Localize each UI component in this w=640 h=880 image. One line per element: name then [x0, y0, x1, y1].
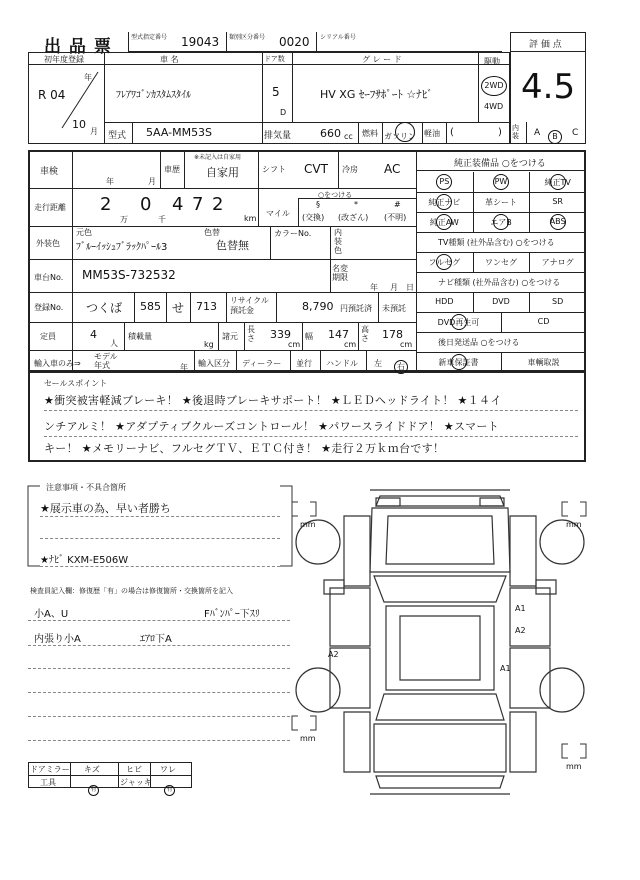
plate-label: 登録No.: [34, 303, 64, 312]
import-class-label: 輸入区分: [198, 359, 230, 368]
doors-label: ドア数: [264, 55, 285, 63]
equipment-circle-items3-2: [550, 214, 566, 230]
equipment-tv-title: TV種類 (社外品含む) ○をつける: [438, 238, 555, 247]
equipment-navi1-1: DVD: [492, 297, 510, 306]
inspection-label: 車検: [40, 167, 59, 177]
equipment-circle-items3-1: [493, 214, 509, 230]
equipment-items1-1: PW: [494, 177, 508, 186]
inspector-note-2b: ｴｱﾛ下A: [140, 634, 172, 645]
legend-r-0: 工具: [40, 778, 56, 787]
legend-r-1: 有: [88, 785, 99, 796]
month-unit: 月: [90, 127, 98, 136]
equipment-items3-1: エアB: [490, 218, 512, 227]
capacity-label: 定員: [40, 332, 56, 341]
legend-r-2: ジャッキ: [120, 778, 152, 787]
serial-box: [316, 32, 502, 52]
legend-h-1: キズ: [84, 765, 100, 774]
height-label: 高さ: [361, 325, 369, 343]
interior-a: A: [534, 128, 541, 138]
paren-close: ): [498, 127, 502, 138]
recycle-amount: 8,790: [302, 300, 334, 313]
note-line-2: ★ﾅﾋﾞ KXM-E506W: [40, 555, 129, 566]
color-label: 外装色: [36, 239, 60, 248]
year-unit: 年: [84, 73, 92, 82]
equipment-navi1-2: SD: [552, 297, 564, 306]
mileage-digit-4: 7: [192, 194, 204, 215]
recycle-unpaid: 未預託: [382, 304, 406, 313]
equipment-items1-0: PS: [439, 177, 450, 186]
exterior-color: ﾌﾞﾙｰｲｯｼｭﾌﾞﾗｯｸﾊﾟｰﾙ3: [76, 242, 168, 253]
shift-label: シフト: [262, 165, 286, 174]
equipment-later-title: 後日発送品 ○をつける: [438, 338, 520, 347]
color-no-label: カラーNo.: [274, 229, 312, 238]
notes-label: 注意事項・不具合箇所: [46, 483, 126, 492]
model-code: 5AA-MM53S: [146, 126, 213, 139]
mm-front-left: mm: [300, 520, 316, 529]
paren-open: (: [450, 127, 454, 138]
interior-b: B: [548, 130, 562, 144]
class-number: 0020: [279, 35, 310, 49]
fuel-gas: ガソリン: [384, 132, 416, 141]
inspector-note-1a: 小A、U: [34, 609, 69, 620]
inspector-note-1b: Fﾊﾞﾝﾊﾟｰ下ｽﾘ: [204, 609, 260, 620]
mileage-sen: 千: [158, 215, 166, 224]
modified-mark: *: [354, 200, 358, 209]
door-suffix: D: [280, 108, 287, 117]
damage-mark-1: A1: [515, 604, 526, 613]
plate-number: 713: [196, 300, 217, 313]
legend-r-3: 有: [164, 785, 175, 796]
load-label: 積載量: [128, 332, 152, 341]
miles-label: マイル: [266, 209, 290, 218]
history: 自家用: [206, 166, 239, 179]
legend-tool-circle: [88, 776, 99, 796]
length-label: 長さ: [247, 325, 255, 343]
legend-h-0: ドアミラー: [30, 765, 70, 774]
equipment-items2-1: 革シート: [484, 198, 517, 207]
mm-front-right: mm: [566, 520, 582, 529]
ac: AC: [384, 162, 401, 176]
interior-label: 内装: [512, 124, 519, 140]
model-label: 型式: [108, 131, 127, 141]
sales-line-1: ★衝突被害軽減ブレーキ！ ★後退時ブレーキサポート！ ★ＬＥＤヘッドライト！ ★１４イ: [44, 394, 502, 407]
sales-line-2: ンチアルミ！ ★アダプティブクルーズコントロール！ ★パワースライドドア！ ★スマート: [44, 420, 500, 433]
drive-2wd: 2WD: [481, 76, 507, 96]
equipment-tv-2: アナログ: [541, 258, 574, 267]
exchange-mark: §: [316, 200, 320, 209]
auth-number: 19043: [181, 35, 220, 49]
score-label: 評 価 点: [529, 40, 562, 50]
equipment-circle-later-0: [451, 354, 467, 370]
equipment-navi1-0: HDD: [435, 297, 454, 306]
legend-jack-circle: [164, 776, 175, 796]
equipment-later-1: 車輌取説: [527, 358, 560, 367]
mileage-digit-2: 0: [140, 194, 152, 215]
grade: HV XG ｾｰﾌｻﾎﾟｰﾄ ☆ﾅﾋﾞ: [320, 88, 433, 101]
parallel: 並行: [296, 359, 312, 368]
mileage-km: km: [244, 214, 257, 223]
handle-right-circle: [394, 354, 408, 374]
handle-right: 右: [394, 360, 408, 374]
equipment-circle-items1-2: [550, 174, 566, 190]
chassis-number: MM53S-732532: [82, 268, 176, 282]
serial-label: シリアル番号: [320, 34, 356, 41]
name-change-day: 日: [406, 283, 414, 292]
sales-line-3: キー！ ★メモリーナビ、フルセグＴＶ、ＥＴＣ付き！ ★走行２万ｋｍ台です！: [44, 442, 445, 455]
first-reg-era: R 04: [38, 88, 66, 102]
displacement-label: 排気量: [264, 131, 292, 141]
equipment-later-0: 新車保証書: [438, 358, 479, 367]
history-note: ※未記入は自家用: [194, 154, 242, 161]
car-name: ﾌﾚｱﾜｺﾞﾝｶｽﾀﾑｽﾀｲﾙ: [116, 90, 191, 101]
history-label: 車歴: [164, 165, 180, 174]
drive-2wd-circle: [481, 73, 507, 96]
unknown-mark: #: [394, 200, 401, 209]
sheet-title: 出 品 票: [44, 37, 112, 57]
damage-mark-4: A1: [500, 664, 511, 673]
legend-h-2: ヒビ: [126, 765, 142, 774]
recycle-label: リサイクル預託金: [230, 296, 269, 315]
auth-number-label: 型式指定番号: [131, 34, 168, 41]
first-reg-month: 10: [72, 118, 86, 131]
mm-rear-right: mm: [566, 762, 582, 771]
inspection-year: 年: [106, 177, 114, 186]
inspector-label: 検査員記入欄：修復歴「有」の場合は修復箇所・交換箇所を記入: [30, 587, 233, 595]
repaint-label: 色替: [204, 228, 220, 237]
ac-label: 冷房: [342, 165, 358, 174]
sales-label: セールスポイント: [44, 379, 108, 388]
fuel-gas-mark: [395, 122, 415, 142]
length-unit: cm: [288, 340, 301, 349]
first-reg-label: 初年度登録: [44, 55, 84, 64]
capacity: 4: [90, 328, 97, 341]
grade-label: グ レ ー ド: [362, 55, 402, 64]
circle-note: ○をつける: [318, 191, 353, 199]
length: 339: [270, 328, 291, 341]
dimensions-label: 諸元: [222, 332, 238, 341]
cc-unit: cc: [344, 132, 353, 141]
mileage-man: 万: [120, 215, 128, 224]
score-value: 4.5: [521, 67, 576, 107]
interior-color-label: 内装色: [334, 228, 342, 255]
recycle-unit: 円預託済: [340, 304, 372, 313]
inspector-note-2a: 内張り小A: [34, 634, 81, 645]
class-number-box: [226, 32, 316, 52]
damage-mark-2: A2: [515, 626, 526, 635]
import-year: 年: [180, 363, 188, 372]
equipment-items2-0: 純正ナビ: [428, 198, 461, 207]
legend-h-3: ワレ: [160, 765, 176, 774]
width-unit: cm: [344, 340, 357, 349]
height: 178: [382, 328, 403, 341]
width-label: 幅: [305, 332, 313, 341]
inspection-month: 月: [148, 177, 156, 186]
equipment-items1-2: 純正TV: [544, 178, 571, 187]
equipment-navi2-1: CD: [537, 317, 550, 326]
equipment-tv-0: フルセグ: [428, 258, 461, 267]
auth-number-box: [128, 32, 226, 52]
equipment-items3-2: ABS: [549, 217, 566, 226]
equipment-items3-0: 純正AW: [429, 218, 459, 227]
repaint: 色替無: [216, 239, 249, 252]
equipment-tv-1: ワンセグ: [484, 258, 517, 267]
car-name-label: 車 名: [160, 55, 179, 64]
name-change-month: 月: [390, 283, 398, 292]
equipment-navi2-0: DVD再生可: [437, 318, 480, 327]
mileage-digit-3: 4: [172, 194, 184, 215]
drive-4wd: 4WD: [484, 102, 504, 111]
fuel-label: 燃料: [362, 129, 378, 138]
plate-area: つくば: [86, 301, 123, 315]
capacity-unit: 人: [110, 339, 118, 348]
name-change-label: 名変期限: [332, 264, 348, 282]
car-diagram: [290, 476, 590, 816]
mileage-digit-5: 2: [212, 194, 224, 215]
model-year-label: モデル年式: [94, 352, 118, 370]
note-line-1: ★展示車の為、早い者勝ち: [40, 502, 171, 515]
equipment-circle-navi2-0: [451, 314, 467, 330]
width: 147: [328, 328, 349, 341]
import-label: 輸入車のみ⇒: [34, 359, 81, 368]
displacement: 660: [320, 127, 341, 140]
height-unit: cm: [400, 340, 413, 349]
dealer: ディーラー: [242, 359, 282, 368]
mm-rear-left: mm: [300, 734, 316, 743]
unknown-label: (不明): [384, 213, 407, 222]
mileage-digit-1: 2: [100, 194, 112, 215]
plate-kana: せ: [172, 301, 185, 315]
name-change-year: 年: [370, 283, 378, 292]
mileage-label: 走行距離: [34, 203, 66, 212]
plate-class: 585: [140, 300, 161, 313]
equipment-items2-2: SR: [552, 197, 563, 206]
interior-c: C: [572, 128, 579, 138]
handle-left: 左: [374, 359, 382, 368]
doors-count: 5: [272, 85, 280, 99]
load-unit: kg: [204, 340, 214, 349]
handle-label: ハンドル: [326, 359, 358, 368]
fuel-diesel: 軽油: [424, 129, 440, 138]
interior-b-circle: [548, 124, 562, 144]
modified-label: (改ざん): [338, 213, 369, 222]
equipment-title: 純正装備品 ○をつける: [454, 159, 546, 169]
class-number-label: 類別区分番号: [229, 34, 266, 41]
chassis-label: 車台No.: [34, 273, 64, 282]
damage-mark-3: A2: [328, 650, 339, 659]
equipment-circle-items1-1: [493, 174, 509, 190]
equipment-navi-title: ナビ種類 (社外品含む) ○をつける: [438, 278, 561, 287]
orig-color-label: 元色: [76, 228, 92, 237]
drive-label: 駆動: [484, 57, 500, 66]
exchange-label: (交換): [302, 213, 325, 222]
shift: CVT: [304, 162, 328, 176]
